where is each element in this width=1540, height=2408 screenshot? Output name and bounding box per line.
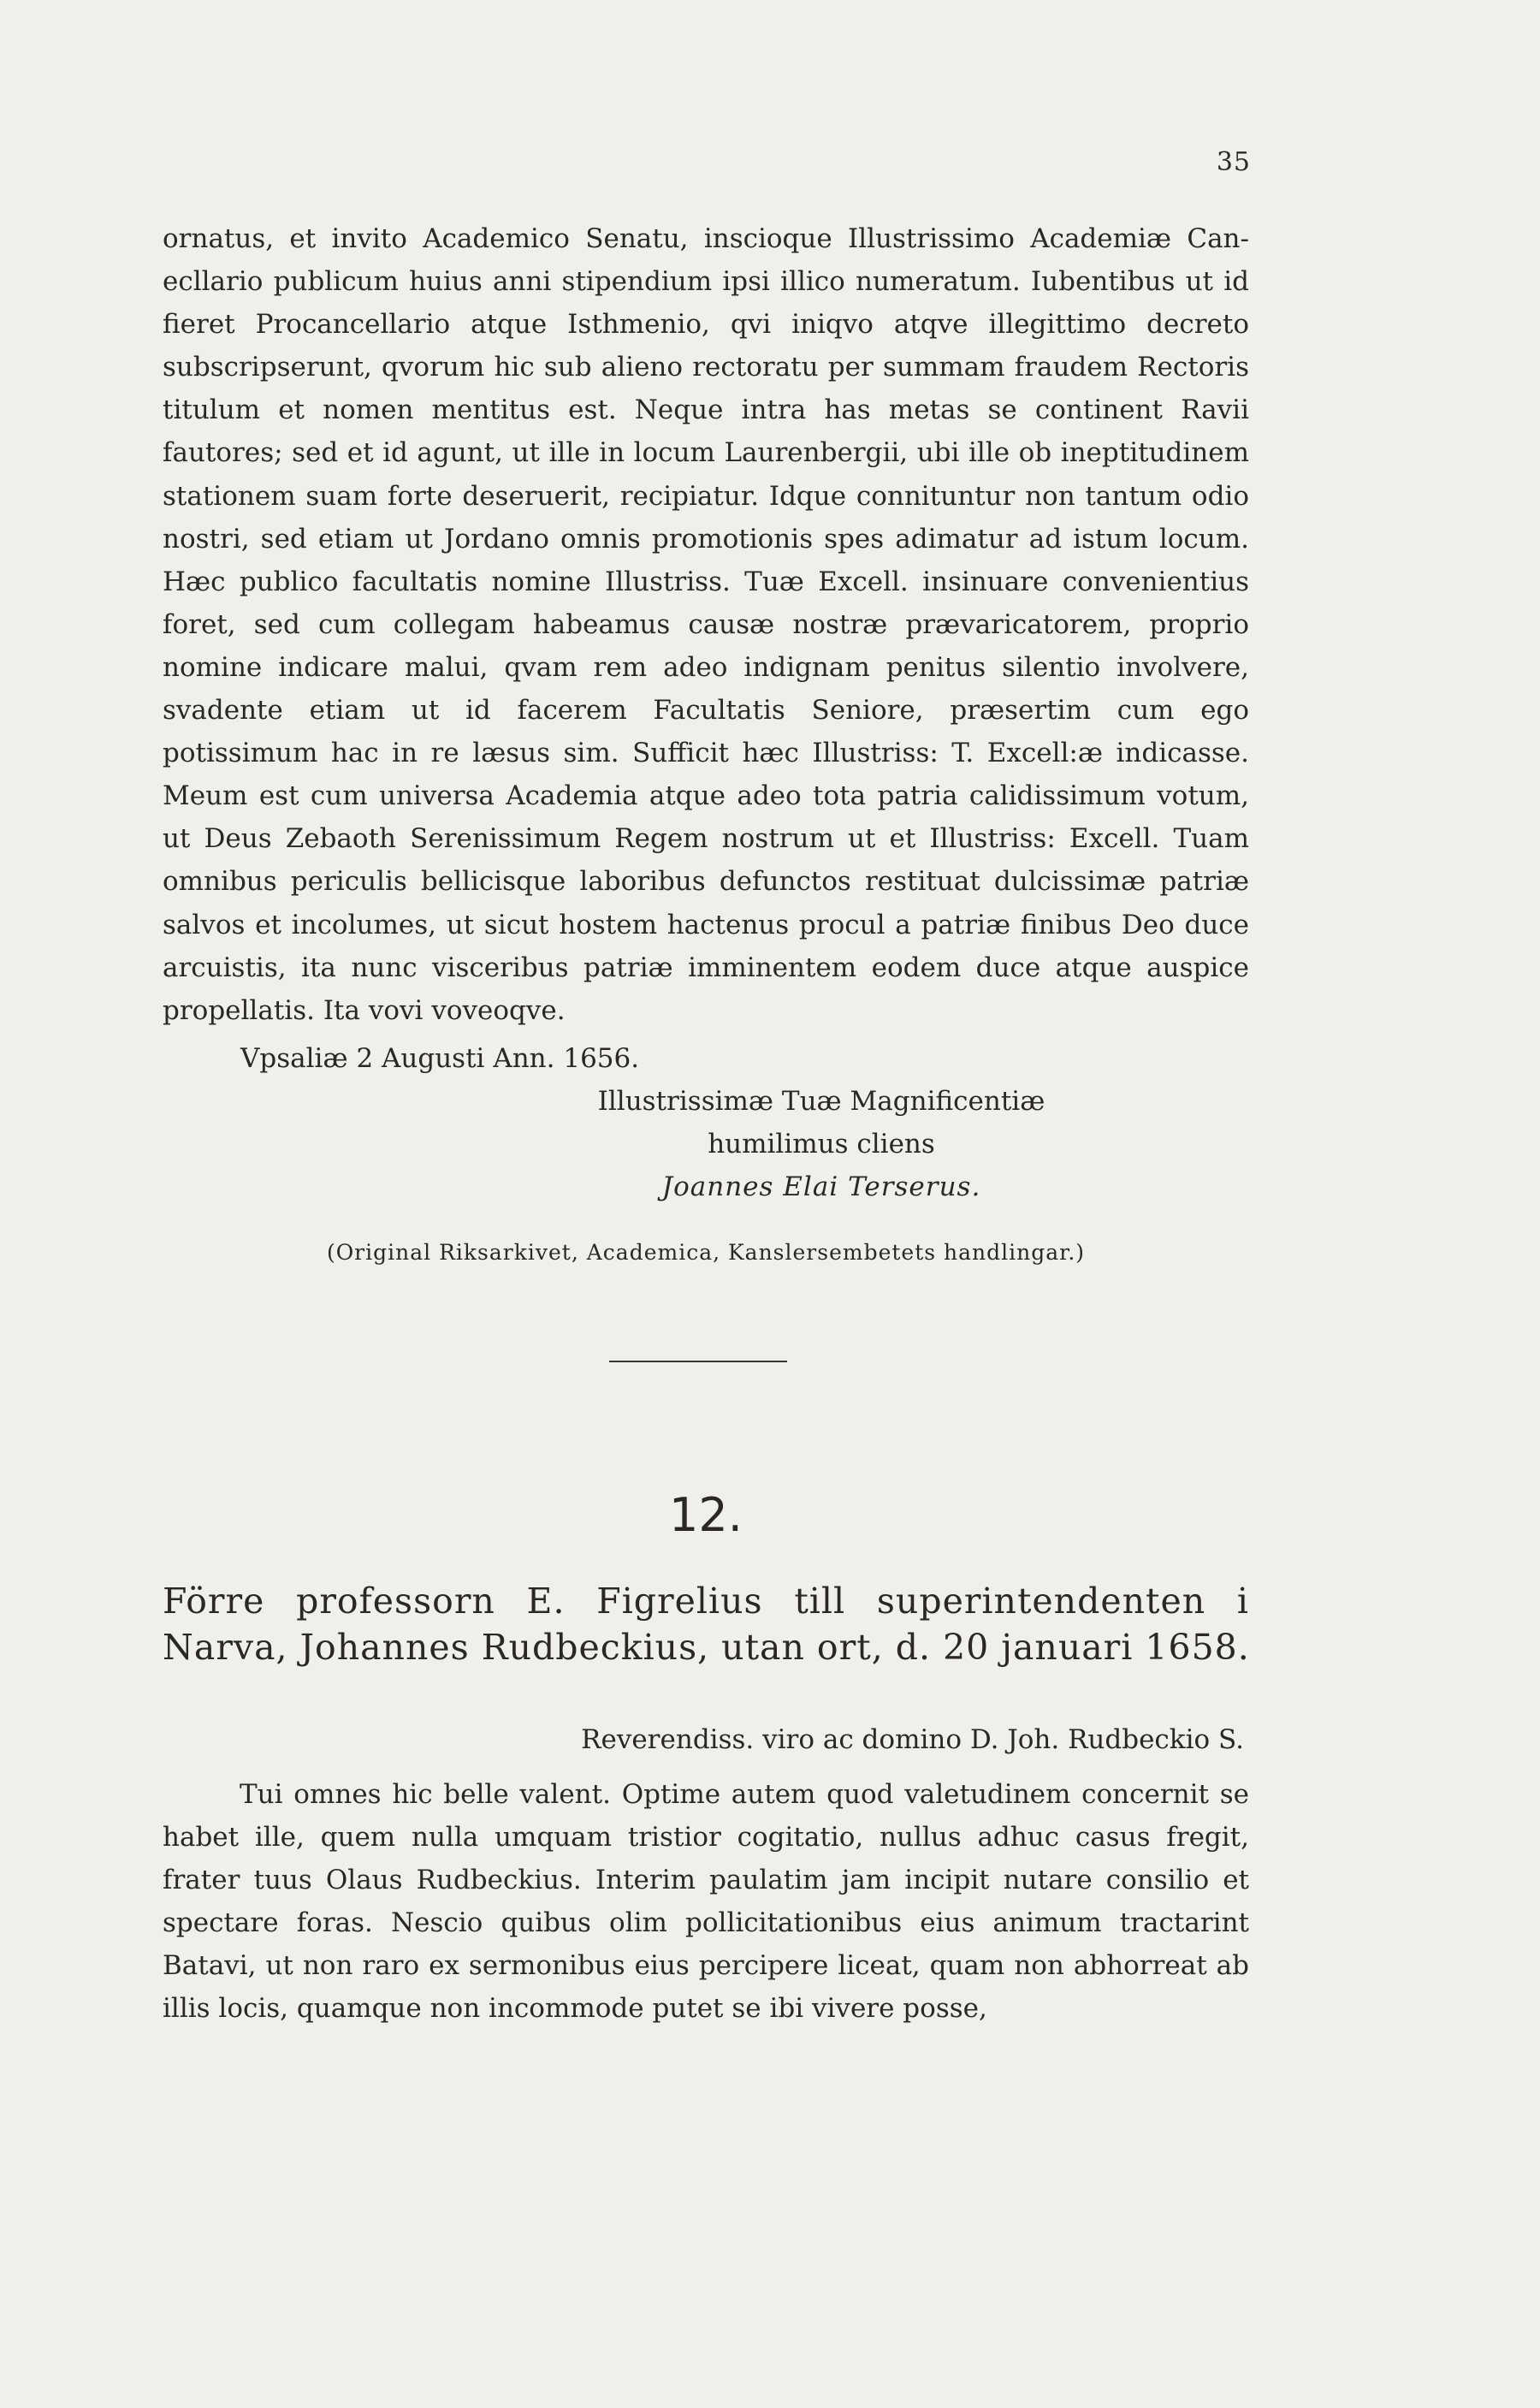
heading-line-1: Förre professorn E. Figrelius till superintendenten i [163,1581,1249,1622]
closing-line-2: humilimus cliens [708,1129,935,1160]
letter-11-dateline: Vpsaliæ 2 Augusti Ann. 1656. [240,1043,640,1074]
letter-number: 12. [669,1488,743,1542]
letter-12-body [163,1773,1249,2031]
letter-12-heading [163,1578,1249,1670]
letter-11-body [163,217,1249,1032]
letter-12-body-paragraph: Tui omnes hic belle valent. Optime autem quod valetudinem concernit se habet ille, quem nulla umquam tristior cogitatio, nullus adhuc casus fregit, frater tuus Olaus Rudbeckius. Interim paulatim jam incipit nutare consilio et spectare foras. Nescio quibus olim pollicitationibus eius animum tractarint Batavi, ut non raro ex sermonibus eius percipere liceat, quam non abhorreat ab illis locis, quamque non incommode putet se ibi vivere posse, [163,1779,1249,2025]
signature-name: Joannes Elai Terserus. [661,1171,981,1202]
letter-11-closing [513,1080,1129,1208]
heading-line-2: Narva, Johannes Rudbeckius, utan ort, d. 20 januari 1658. [163,1627,1250,1668]
closing-line-1: Illustrissimæ Tuæ Magnificentiæ [597,1086,1045,1117]
letter-12-salutation: Reverendiss. viro ac domino D. Joh. Rudbeckio S. [581,1724,1244,1755]
section-divider [609,1361,787,1362]
source-note: (Original Riksarkivet, Academica, Kanslersembetets handlingar.) [326,1240,1086,1265]
page-number: 35 [1216,147,1251,177]
letter-11-body-paragraph: ornatus, et invito Academico Senatu, inscioque Illustrissimo Academiæ Canecllario publicum huius anni stipendium ipsi illico numeratum. Iubentibus ut id fieret Procancellario atque Isthmenio, qvi iniqvo atqve illegittimo decreto subscripserunt, qvorum hic sub alieno rectoratu per summam fraudem Rectoris titulum et nomen mentitus est. Neque intra has metas se continent Ravii fautores; sed et id agunt, ut ille in locum Laurenbergii, ubi ille ob ineptitudinem stationem suam forte deseruerit, recipiatur. Idque connituntur non tantum odio nostri, sed etiam ut Jordano omnis promotionis spes adimatur ad istum locum. Hæc publico facultatis nomine Illustriss. Tuæ Excell. insinuare convenientius foret, sed cum collegam habeamus causæ nostræ prævaricatorem, proprio nomine indicare malui, qvam rem adeo indignam penitus silentio involvere, svadente etiam ut id facerem Facultatis Seniore, præsertim cum ego potissimum hac in re læsus sim. Sufficit hæc Illustriss: T. Excell:æ indicasse. Meum est cum universa Academia atque adeo tota patria calidissimum votum, ut Deus Zebaoth Serenissimum Regem nostrum ut et Illustriss: Excell. Tuam omnibus periculis bellicisque laboribus defunctos restituat dulcissimæ patriæ salvos et incolumes, ut sicut hostem hactenus procul a patriæ finibus Deo duce arcuistis, ita nunc visceribus patriæ imminentem eodem duce atque auspice propellatis. Ita vovi voveoqve. [163,223,1249,1026]
